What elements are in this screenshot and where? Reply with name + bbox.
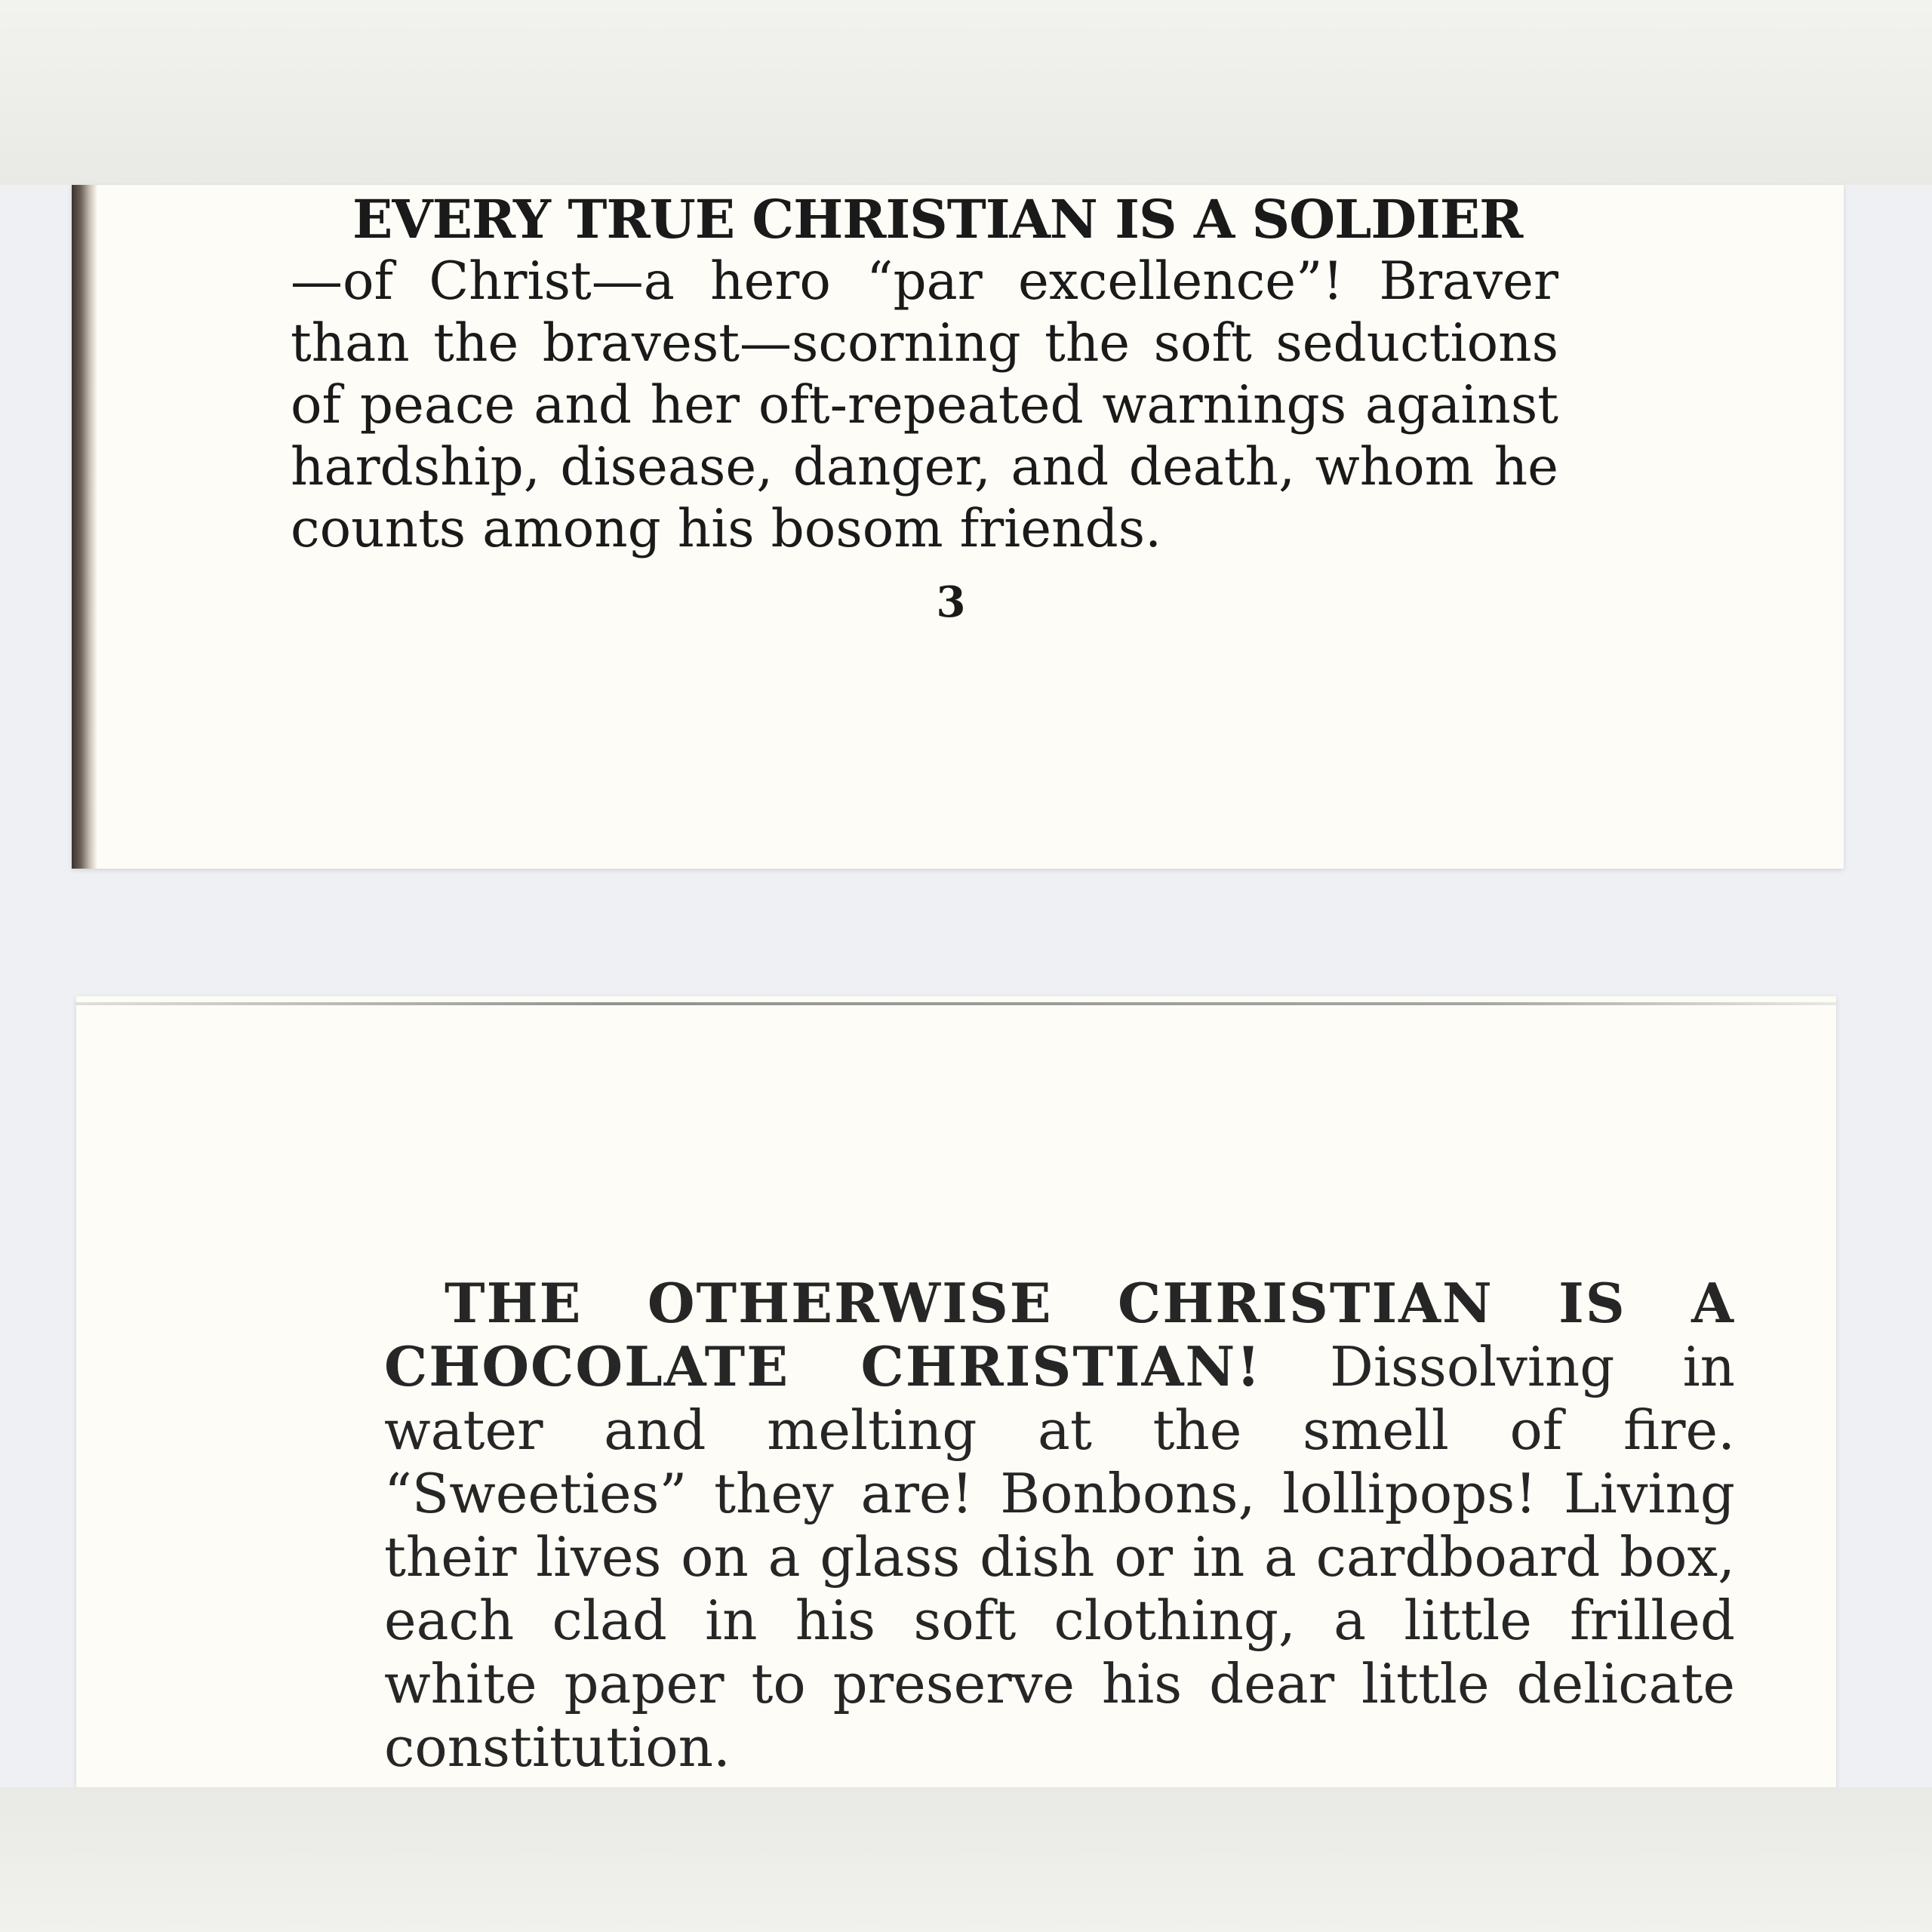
soldier-body-text: —of Christ—a hero “par excellence”! Braver than the bravest—scorning the soft seductions of peace and her oft-repeated warnings against hardship, disease, danger, and death, whom he counts among his bosom friends. <box>291 251 1558 559</box>
book-page-chocolate <box>76 996 1836 1787</box>
chocolate-body-text: Dissolving in water and melting at the smell of fire. “Sweeties” they are! Bonbons, lollipops! Living their lives on a glass dish or in a cardboard box, each clad in his soft clothing, a little frilled white paper to preserve his dear little delicate constitution. <box>384 1335 1736 1779</box>
background-band-bottom <box>0 1787 1932 1932</box>
soldier-heading: EVERY TRUE CHRISTIAN IS A SOLDIER <box>352 188 1523 251</box>
page-number: 3 <box>936 577 966 627</box>
book-page-soldier <box>72 185 1844 869</box>
chocolate-heading: THE OTHERWISE CHRISTIAN IS A CHOCOLATE CHRISTIAN! <box>384 1271 1735 1398</box>
book-spine-shadow <box>72 185 97 869</box>
soldier-paragraph <box>291 189 1558 560</box>
page-top-rule <box>76 1002 1836 1005</box>
chocolate-paragraph <box>384 1272 1735 1779</box>
background-band-top <box>0 0 1932 185</box>
